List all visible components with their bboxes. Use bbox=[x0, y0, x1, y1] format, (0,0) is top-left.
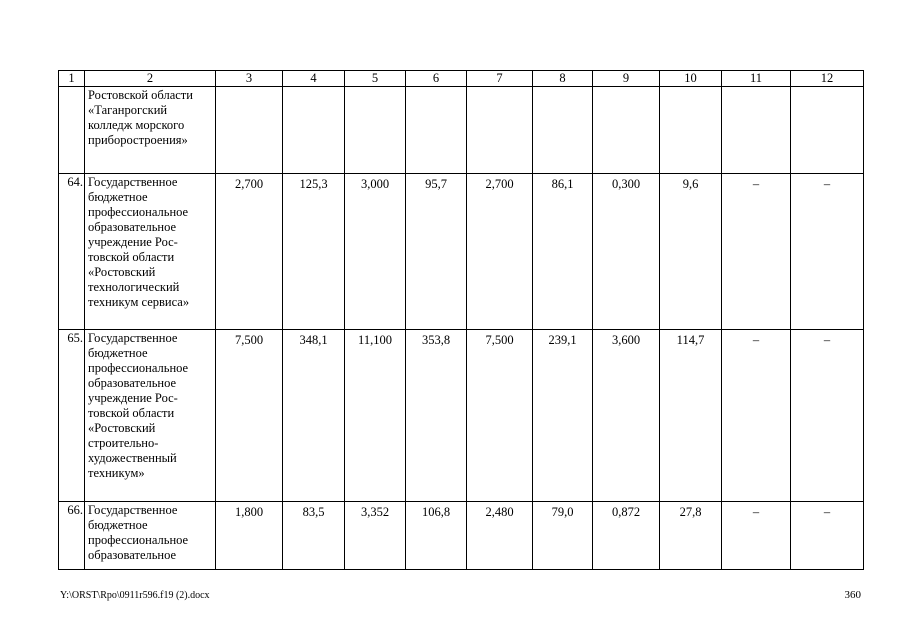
cell-value: – bbox=[791, 502, 864, 570]
cell-value bbox=[406, 87, 467, 174]
cell-value: 2,700 bbox=[467, 174, 533, 330]
column-header: 1 bbox=[59, 71, 85, 87]
cell-value: 9,6 bbox=[660, 174, 722, 330]
cell-value: 348,1 bbox=[283, 330, 345, 502]
institution-name: Ростовской области «Таганрогский колледж морского приборостроения» bbox=[85, 87, 216, 174]
column-header: 4 bbox=[283, 71, 345, 87]
column-number-row bbox=[59, 71, 864, 87]
column-header: 5 bbox=[345, 71, 406, 87]
cell-value: 2,700 bbox=[216, 174, 283, 330]
cell-value bbox=[283, 87, 345, 174]
row-index: 65. bbox=[59, 330, 85, 502]
cell-value: 1,800 bbox=[216, 502, 283, 570]
cell-value: – bbox=[791, 174, 864, 330]
cell-value: – bbox=[722, 502, 791, 570]
institution-name: Государственное бюджетное профессиональное образовательное учреждение Рос-товской области «Ростовский строительно-художественный техникум» bbox=[85, 330, 216, 502]
cell-value: 7,500 bbox=[216, 330, 283, 502]
cell-value: 86,1 bbox=[533, 174, 593, 330]
cell-value: 3,352 bbox=[345, 502, 406, 570]
row-index bbox=[59, 87, 85, 174]
cell-value bbox=[660, 87, 722, 174]
table-row bbox=[59, 330, 864, 502]
column-header: 6 bbox=[406, 71, 467, 87]
cell-value: 83,5 bbox=[283, 502, 345, 570]
column-header: 10 bbox=[660, 71, 722, 87]
column-header: 12 bbox=[791, 71, 864, 87]
institution-name: Государственное бюджетное профессиональное образовательное учреждение Рос-товской области «Ростовский технологический техникум сервиса» bbox=[85, 174, 216, 330]
cell-value: 114,7 bbox=[660, 330, 722, 502]
table-row bbox=[59, 87, 864, 174]
footer-file-path: Y:\ORST\Rpo\0911r596.f19 (2).docx bbox=[60, 590, 210, 601]
cell-value: 79,0 bbox=[533, 502, 593, 570]
column-header: 2 bbox=[85, 71, 216, 87]
cell-value: – bbox=[722, 330, 791, 502]
cell-value: 125,3 bbox=[283, 174, 345, 330]
cell-value bbox=[467, 87, 533, 174]
column-header: 8 bbox=[533, 71, 593, 87]
cell-value: 11,100 bbox=[345, 330, 406, 502]
cell-value bbox=[345, 87, 406, 174]
cell-value bbox=[722, 87, 791, 174]
cell-value: – bbox=[791, 330, 864, 502]
cell-value bbox=[791, 87, 864, 174]
institution-name: Государственное бюджетное профессиональное образовательное bbox=[85, 502, 216, 570]
table-row bbox=[59, 174, 864, 330]
cell-value: 27,8 bbox=[660, 502, 722, 570]
cell-value: 106,8 bbox=[406, 502, 467, 570]
column-header: 9 bbox=[593, 71, 660, 87]
table-row bbox=[59, 502, 864, 570]
cell-value: 353,8 bbox=[406, 330, 467, 502]
page-number: 360 bbox=[844, 589, 861, 601]
cell-value: 2,480 bbox=[467, 502, 533, 570]
cell-value bbox=[533, 87, 593, 174]
cell-value: 0,872 bbox=[593, 502, 660, 570]
cell-value bbox=[593, 87, 660, 174]
cell-value: 239,1 bbox=[533, 330, 593, 502]
budget-table bbox=[58, 70, 864, 570]
row-index: 66. bbox=[59, 502, 85, 570]
cell-value: 95,7 bbox=[406, 174, 467, 330]
cell-value: 0,300 bbox=[593, 174, 660, 330]
cell-value: 3,600 bbox=[593, 330, 660, 502]
column-header: 7 bbox=[467, 71, 533, 87]
row-index: 64. bbox=[59, 174, 85, 330]
cell-value: – bbox=[722, 174, 791, 330]
cell-value: 3,000 bbox=[345, 174, 406, 330]
column-header: 11 bbox=[722, 71, 791, 87]
cell-value bbox=[216, 87, 283, 174]
cell-value: 7,500 bbox=[467, 330, 533, 502]
column-header: 3 bbox=[216, 71, 283, 87]
